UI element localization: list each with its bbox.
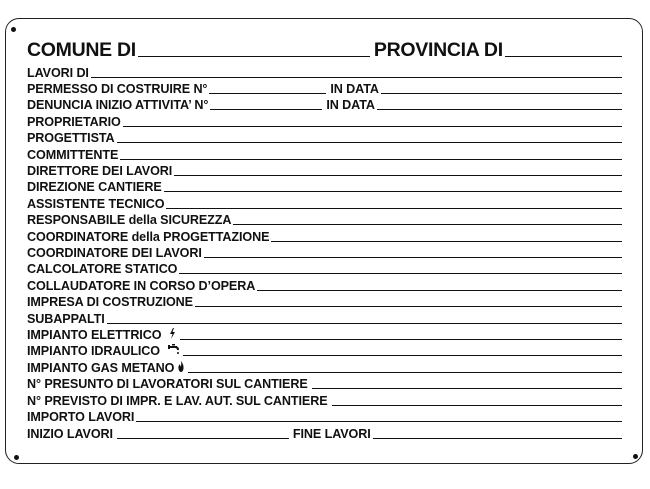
committente-field[interactable] [120,159,622,160]
row-coordinatore-lavori [27,244,622,260]
denuncia-label: DENUNCIA INIZIO ATTIVITA’ N° [27,98,209,113]
direzione-cantiere-label: DIREZIONE CANTIERE [27,180,162,195]
importo-lavori-label: IMPORTO LAVORI [27,410,135,425]
impianto-elettrico-label: IMPIANTO ELETTRICO [27,328,162,343]
row-previsto-imprese [27,392,622,408]
gas-flame-icon [178,361,184,375]
subappalti-field[interactable] [107,323,622,324]
subappalti-label: SUBAPPALTI [27,312,105,327]
assistente-tecnico-label: ASSISTENTE TECNICO [27,197,165,212]
permesso-date-field[interactable] [381,93,622,94]
row-impianto-idraulico [27,342,622,358]
row-progettista [27,129,622,145]
row-lavori-di [27,64,622,80]
collaudatore-label: COLLAUDATORE IN CORSO D’OPERA [27,279,256,294]
row-impianto-gas [27,359,622,375]
direzione-cantiere-field[interactable] [164,191,622,192]
lavori-di-label: LAVORI DI [27,66,89,81]
impianto-idraulico-field[interactable] [183,355,622,356]
row-committente [27,146,622,162]
row-permesso [27,80,622,96]
progettista-field[interactable] [117,142,622,143]
coordinatore-progettazione-field[interactable] [271,241,622,242]
row-responsabile-sicurezza [27,211,622,227]
row-inizio-fine-lavori [27,425,622,441]
coordinatore-lavori-field[interactable] [204,257,622,258]
row-impianto-elettrico [27,326,622,342]
lightning-bolt-icon [169,328,176,342]
row-impresa-costruzione [27,293,622,309]
water-tap-icon [168,344,181,358]
calcolatore-statico-field[interactable] [179,273,622,274]
impresa-costruzione-field[interactable] [195,306,622,307]
direttore-lavori-field[interactable] [174,175,622,176]
row-calcolatore-statico [27,260,622,276]
lavori-di-field[interactable] [91,77,622,78]
coordinatore-lavori-label: COORDINATORE DEI LAVORI [27,246,202,261]
header-row [27,36,622,60]
row-direzione-cantiere [27,178,622,194]
direttore-lavori-label: DIRETTORE DEI LAVORI [27,164,173,179]
proprietario-label: PROPRIETARIO [27,115,121,130]
row-importo-lavori [27,408,622,424]
row-subappalti [27,310,622,326]
denuncia-data-label: IN DATA [326,98,375,113]
denuncia-number-field[interactable] [210,109,322,110]
inizio-lavori-field[interactable] [117,438,289,439]
coordinatore-progettazione-label: COORDINATORE della PROGETTAZIONE [27,230,270,245]
importo-lavori-field[interactable] [136,421,622,422]
permesso-data-label: IN DATA [330,82,379,97]
mounting-hole-bottom-right [633,454,638,459]
collaudatore-field[interactable] [257,290,622,291]
row-collaudatore [27,277,622,293]
permesso-label: PERMESSO DI COSTRUIRE N° [27,82,208,97]
provincia-label: PROVINCIA DI [373,38,503,61]
provincia-field[interactable] [505,56,622,57]
inizio-lavori-label: INIZIO LAVORI [27,427,113,442]
assistente-tecnico-field[interactable] [166,208,622,209]
fine-lavori-field[interactable] [373,438,622,439]
row-proprietario [27,113,622,129]
comune-label: COMUNE DI [27,38,136,61]
row-denuncia [27,96,622,112]
previsto-imprese-label: N° PREVISTO DI IMPR. E LAV. AUT. SUL CANTIERE [27,394,328,409]
responsabile-sicurezza-label: RESPONSABILE della SICUREZZA [27,213,232,228]
row-coordinatore-progettazione [27,228,622,244]
presunto-lavoratori-field[interactable] [312,388,622,389]
committente-label: COMMITTENTE [27,148,119,163]
impianto-idraulico-label: IMPIANTO IDRAULICO [27,344,160,359]
permesso-number-field[interactable] [209,93,326,94]
calcolatore-statico-label: CALCOLATORE STATICO [27,262,178,277]
denuncia-date-field[interactable] [377,109,622,110]
row-direttore-lavori [27,162,622,178]
row-assistente-tecnico [27,195,622,211]
mounting-hole-top-left [11,27,16,32]
responsabile-sicurezza-field[interactable] [233,224,622,225]
row-presunto-lavoratori [27,375,622,391]
progettista-label: PROGETTISTA [27,131,115,146]
impianto-elettrico-field[interactable] [180,339,622,340]
impianto-gas-label: IMPIANTO GAS METANO [27,361,175,376]
presunto-lavoratori-label: N° PRESUNTO DI LAVORATORI SUL CANTIERE [27,377,308,392]
impresa-costruzione-label: IMPRESA DI COSTRUZIONE [27,295,193,310]
comune-field[interactable] [138,56,370,57]
fine-lavori-label: FINE LAVORI [292,427,371,442]
impianto-gas-field[interactable] [188,372,622,373]
mounting-hole-bottom-left [14,455,19,460]
previsto-imprese-field[interactable] [332,405,623,406]
proprietario-field[interactable] [123,126,622,127]
